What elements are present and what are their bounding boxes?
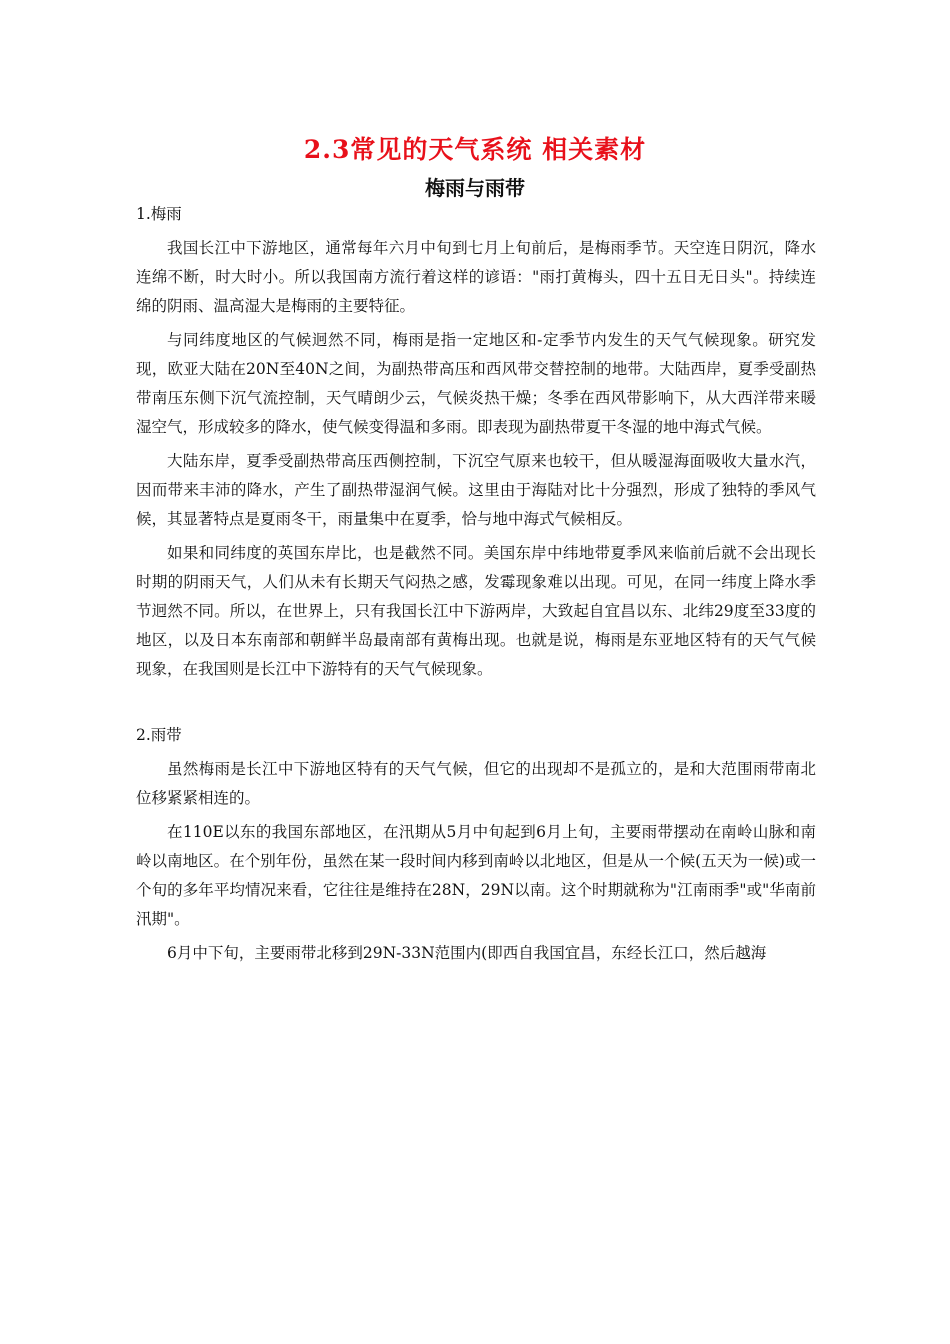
paragraph: 6月中下旬，主要雨带北移到29N-33N范围内(即西自我国宜昌，东经长江口，然后越海 [167,944,767,962]
section-heading-rainbelt: 2.雨带 [136,726,182,744]
document-title: 2.3常见的天气系统 相关素材 [303,135,647,164]
document-body [136,200,816,968]
paragraph: 虽然梅雨是长江中下游地区特有的天气气候，但它的出现却不是孤立的，是和大范围雨带南北位移紧紧相连的。 [136,760,816,807]
section-heading-meiyu: 1.梅雨 [136,205,182,223]
document-subtitle: 梅雨与雨带 [425,176,525,200]
paragraph: 与同纬度地区的气候迥然不同，梅雨是指一定地区和-定季节内发生的天气气候现象。研究发现，欧亚大陆在20N至40N之间，为副热带高压和西风带交替控制的地带。大陆西岸，夏季受副热带南压东侧下沉气流控制，天气晴朗少云，气候炎热干燥；冬季在西风带影响下，从大西洋带来暖湿空气，形成较多的降水，使气候变得温和多雨。即表现为副热带夏干冬湿的地中海式气候。 [136,331,816,436]
paragraph: 在110E以东的我国东部地区，在汛期从5月中旬起到6月上旬，主要雨带摆动在南岭山脉和南岭以南地区。在个别年份，虽然在某一段时间内移到南岭以北地区，但是从一个候(五天为一候)或一个旬的多年平均情况来看，它往往是维持在28N，29N以南。这个时期就称为"江南雨季"或"华南前汛期"。 [136,823,816,928]
paragraph: 大陆东岸，夏季受副热带高压西侧控制，下沉空气原来也较干，但从暖湿海面吸收大量水汽，因而带来丰沛的降水，产生了副热带湿润气候。这里由于海陆对比十分强烈，形成了独特的季风气候，其显著特点是夏雨冬干，雨量集中在夏季，恰与地中海式气候相反。 [136,452,816,528]
paragraph: 如果和同纬度的英国东岸比，也是截然不同。美国东岸中纬地带夏季风来临前后就不会出现长时期的阴雨天气，人们从未有长期天气闷热之感，发霉现象难以出现。可见，在同一纬度上降水季节迥然不同。所以，在世界上，只有我国长江中下游两岸，大致起自宜昌以东、北纬29度至33度的地区，以及日本东南部和朝鲜半岛最南部有黄梅出现。也就是说，梅雨是东亚地区特有的天气气候现象，在我国则是长江中下游特有的天气气候现象。 [136,544,816,678]
paragraph: 我国长江中下游地区，通常每年六月中旬到七月上旬前后，是梅雨季节。天空连日阴沉，降水连绵不断，时大时小。所以我国南方流行着这样的谚语："雨打黄梅头，四十五日无日头"。持续连绵的阴雨、温高湿大是梅雨的主要特征。 [136,239,816,315]
